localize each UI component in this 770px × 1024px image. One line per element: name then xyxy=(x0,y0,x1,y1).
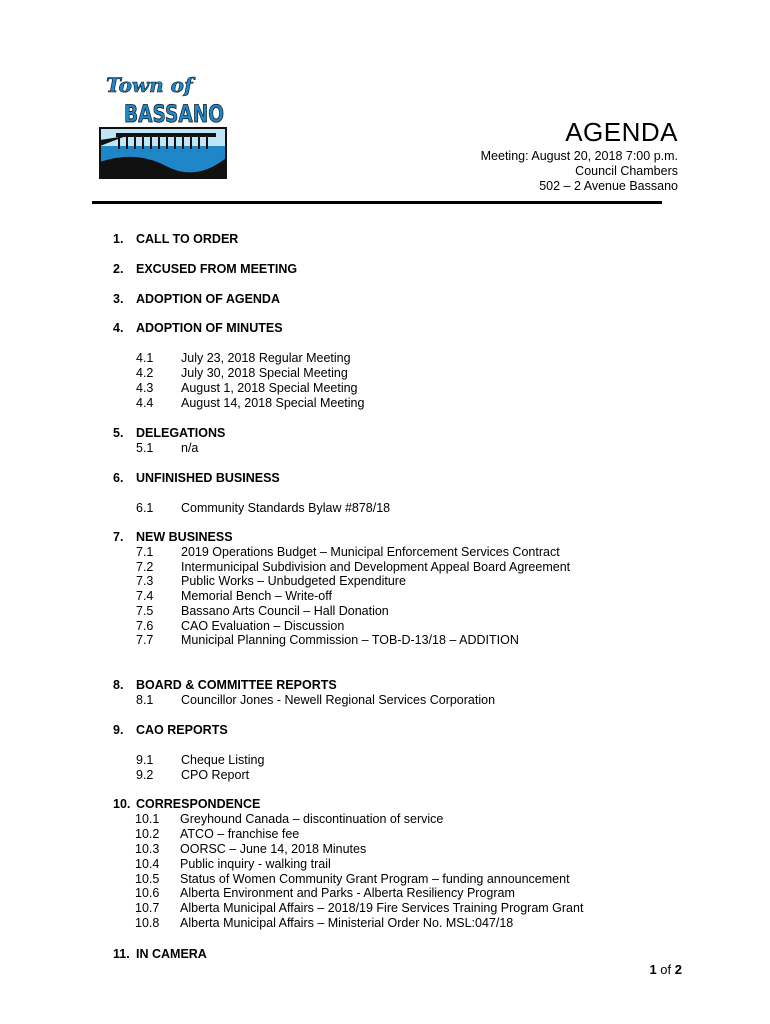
item-number: 10.6 xyxy=(135,886,160,900)
item-text: n/a xyxy=(181,441,199,455)
section-title: IN CAMERA xyxy=(136,947,207,961)
section-title: NEW BUSINESS xyxy=(136,530,233,544)
logo-text-bassano: BASSANO xyxy=(124,100,224,128)
item-number: 5.1 xyxy=(136,441,154,455)
section-number: 3. xyxy=(113,292,124,306)
item-number: 10.4 xyxy=(135,857,160,871)
page-number xyxy=(649,962,682,977)
section-heading xyxy=(113,426,225,440)
section-title: DELEGATIONS xyxy=(136,426,226,440)
item-text: 2019 Operations Budget – Municipal Enforcement Services Contract xyxy=(181,545,560,559)
page-of: of xyxy=(660,962,672,977)
item-number: 7.2 xyxy=(136,560,154,574)
item-number: 8.1 xyxy=(136,693,154,707)
item-text: Public Works – Unbudgeted Expenditure xyxy=(181,574,406,588)
item-text: Memorial Bench – Write-off xyxy=(181,589,332,603)
item-text: OORSC – June 14, 2018 Minutes xyxy=(180,842,367,856)
item-text: July 23, 2018 Regular Meeting xyxy=(181,351,351,365)
item-text: Alberta Municipal Affairs – Ministerial Order No. MSL:047/18 xyxy=(180,916,514,930)
item-text: CPO Report xyxy=(181,768,250,782)
item-text: Bassano Arts Council – Hall Donation xyxy=(181,604,389,618)
item-number: 10.8 xyxy=(135,916,160,930)
section-heading xyxy=(113,530,233,544)
section-heading xyxy=(113,797,260,811)
section-number: 7. xyxy=(113,530,124,544)
item-number: 10.7 xyxy=(135,901,160,915)
item-text: Cheque Listing xyxy=(181,753,265,767)
section-title: ADOPTION OF AGENDA xyxy=(136,292,280,306)
item-number: 10.2 xyxy=(135,827,160,841)
section-number: 8. xyxy=(113,678,124,692)
item-number: 10.5 xyxy=(135,872,160,886)
item-number: 7.1 xyxy=(136,545,154,559)
page-title: AGENDA xyxy=(565,117,678,147)
section-number: 11. xyxy=(113,947,130,961)
section-title: CALL TO ORDER xyxy=(136,232,239,246)
section-heading xyxy=(113,292,280,306)
item-text: Councillor Jones - Newell Regional Services Corporation xyxy=(181,693,496,707)
item-number: 9.1 xyxy=(136,753,154,767)
meeting-datetime: Meeting: August 20, 2018 7:00 p.m. xyxy=(480,149,678,163)
item-text: CAO Evaluation – Discussion xyxy=(181,619,345,633)
section-heading xyxy=(113,723,228,737)
item-number: 10.3 xyxy=(135,842,160,856)
item-text: Intermunicipal Subdivision and Development Appeal Board Agreement xyxy=(181,560,571,574)
logo-text-town-of: Town of xyxy=(106,73,193,97)
section-title: CAO REPORTS xyxy=(136,723,228,737)
item-number: 10.1 xyxy=(135,812,160,826)
item-text: July 30, 2018 Special Meeting xyxy=(181,366,348,380)
item-text: Greyhound Canada – discontinuation of service xyxy=(180,812,444,826)
item-number: 4.1 xyxy=(136,351,154,365)
item-text: Public inquiry - walking trail xyxy=(180,857,331,871)
item-number: 7.7 xyxy=(136,633,154,647)
section-number: 2. xyxy=(113,262,124,276)
section-number: 10. xyxy=(113,797,131,811)
section-number: 6. xyxy=(113,471,124,485)
item-text: August 1, 2018 Special Meeting xyxy=(181,381,358,395)
item-text: Municipal Planning Commission – TOB-D-13/18 – ADDITION xyxy=(181,633,519,647)
item-text: Status of Women Community Grant Program – funding announcement xyxy=(180,872,570,886)
item-number: 7.6 xyxy=(136,619,154,633)
section-number: 9. xyxy=(113,723,124,737)
section-heading xyxy=(113,678,337,692)
meeting-location: Council Chambers xyxy=(575,164,678,178)
page-total: 2 xyxy=(674,962,682,977)
meeting-address: 502 – 2 Avenue Bassano xyxy=(539,179,678,193)
item-text: Alberta Environment and Parks - Alberta Resiliency Program xyxy=(180,886,515,900)
item-text: August 14, 2018 Special Meeting xyxy=(181,396,365,410)
item-number: 7.5 xyxy=(136,604,154,618)
section-heading xyxy=(113,321,283,335)
item-text: Alberta Municipal Affairs – 2018/19 Fire Services Training Program Grant xyxy=(180,901,584,915)
section-title: ADOPTION OF MINUTES xyxy=(136,321,283,335)
section-title: UNFINISHED BUSINESS xyxy=(136,471,280,485)
item-number: 7.3 xyxy=(136,574,154,588)
item-text: Community Standards Bylaw #878/18 xyxy=(181,501,391,515)
item-text: ATCO – franchise fee xyxy=(180,827,300,841)
section-number: 5. xyxy=(113,426,124,440)
item-number: 7.4 xyxy=(136,589,154,603)
section-heading xyxy=(113,947,207,961)
section-title: EXCUSED FROM MEETING xyxy=(136,262,298,276)
section-title: BOARD & COMMITTEE REPORTS xyxy=(136,678,337,692)
item-number: 9.2 xyxy=(136,768,154,782)
item-number: 4.2 xyxy=(136,366,154,380)
section-number: 1. xyxy=(113,232,124,246)
item-number: 6.1 xyxy=(136,501,154,515)
section-heading xyxy=(113,262,297,276)
item-number: 4.3 xyxy=(136,381,154,395)
section-heading xyxy=(113,232,238,246)
section-number: 4. xyxy=(113,321,124,335)
item-number: 4.4 xyxy=(136,396,154,410)
section-title: CORRESPONDENCE xyxy=(136,797,261,811)
section-heading xyxy=(113,471,280,485)
page-current: 1 xyxy=(649,962,657,977)
